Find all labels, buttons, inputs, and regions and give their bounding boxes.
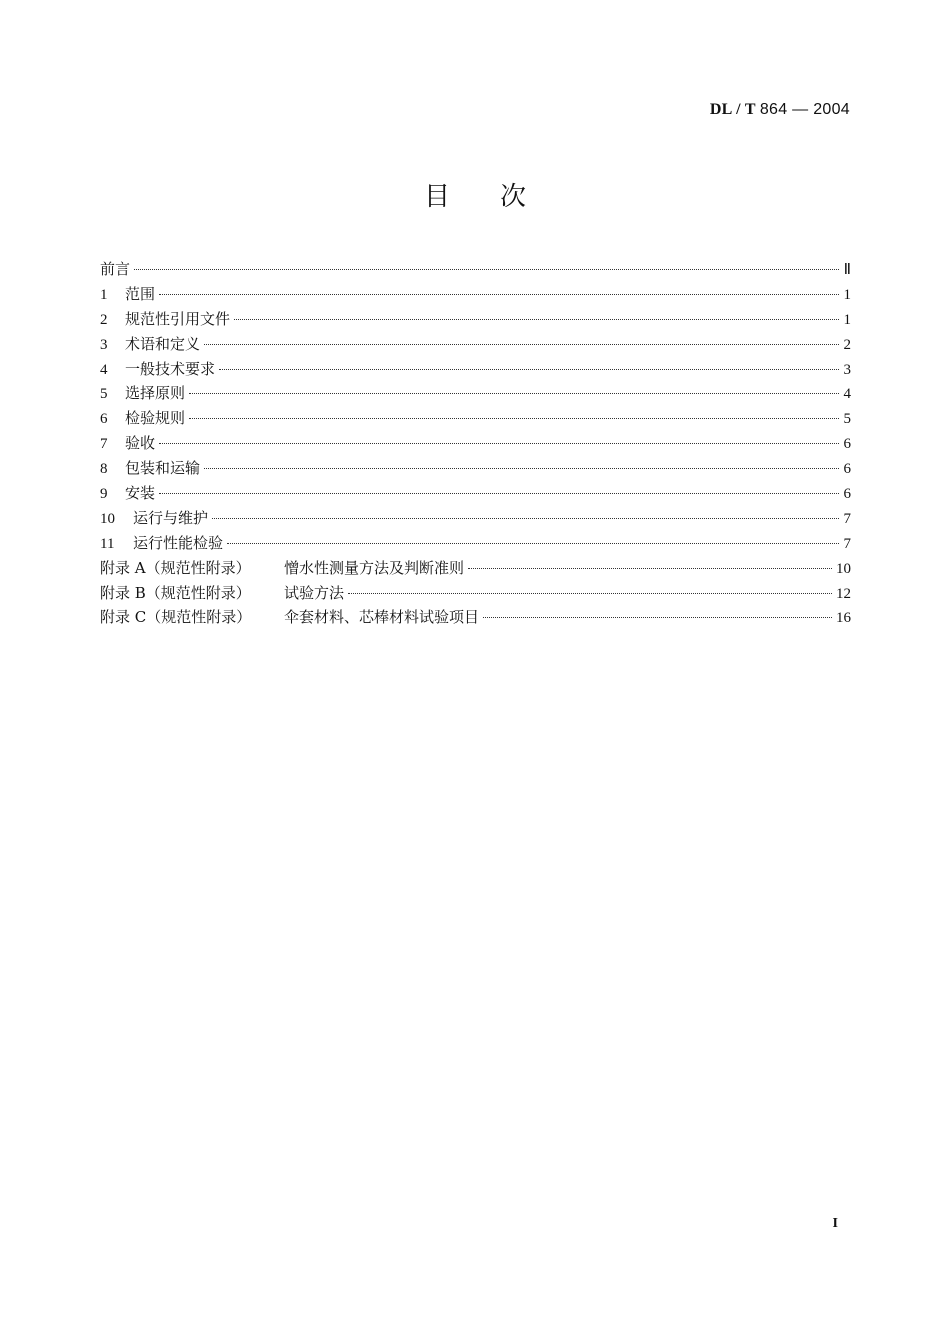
toc-entry-title: 术语和定义	[125, 334, 201, 353]
toc-entry-title: 安装	[125, 484, 156, 503]
toc-entry-title: 运行性能检验	[133, 533, 224, 552]
toc-entry-title: 前言	[100, 260, 131, 278]
toc-entry[interactable]	[100, 456, 851, 481]
toc-entry-page: 6	[843, 436, 851, 453]
toc-entry-page: 5	[843, 411, 851, 428]
toc-dot-leader	[212, 518, 839, 519]
page-number: I	[832, 1216, 838, 1231]
toc-entry-number: 8	[100, 461, 108, 478]
toc-entry-number: 1	[100, 286, 108, 303]
toc-entry-title: 包装和运输	[125, 459, 201, 478]
toc-entry-title: 范围	[125, 284, 156, 303]
toc-entry-page: 1	[843, 286, 851, 303]
toc-dot-leader	[159, 294, 839, 295]
toc-entry-page: 4	[843, 386, 851, 403]
toc-entry[interactable]	[100, 332, 851, 357]
toc-entry-annex-label: 附录 C（规范性附录）	[100, 608, 252, 627]
toc-entry-page: 16	[836, 610, 851, 627]
toc-entry-title: 选择原则	[125, 384, 186, 403]
page-title: 目次	[423, 182, 576, 212]
toc-entry[interactable]	[100, 581, 851, 606]
toc-entry-title: 规范性引用文件	[125, 309, 231, 328]
toc-entry-number: 3	[100, 336, 108, 353]
toc-entry-page: 10	[836, 560, 851, 577]
standard-code	[710, 101, 850, 119]
toc-entry-number: 10	[100, 510, 115, 527]
toc-entry-title: 验收	[125, 434, 156, 453]
toc-entry-page: 6	[843, 486, 851, 503]
toc-dot-leader	[234, 319, 839, 320]
toc-entry-page: 12	[836, 585, 851, 602]
toc-entry-page: 7	[843, 510, 851, 527]
toc-entry[interactable]	[100, 357, 851, 382]
toc-entry[interactable]	[100, 605, 851, 630]
toc-dot-leader	[348, 593, 832, 594]
standard-code-prefix: DL / T	[709, 101, 760, 118]
toc-entry[interactable]	[100, 282, 851, 307]
toc-entry-page: 2	[843, 336, 851, 353]
toc-dot-leader	[204, 468, 839, 469]
toc-dot-leader	[483, 617, 832, 618]
toc-entry-title: 检验规则	[125, 409, 186, 428]
toc-entry[interactable]	[100, 381, 851, 406]
toc-entry-title: 憎水性测量方法及判断准则	[284, 558, 465, 577]
toc-entry-title: 试验方法	[284, 583, 345, 602]
toc-entry[interactable]	[100, 406, 851, 431]
toc-entry-number: 11	[100, 535, 115, 552]
toc-entry[interactable]	[100, 307, 851, 332]
toc-dot-leader	[204, 344, 839, 345]
toc-entry-page: 3	[843, 361, 851, 378]
toc-entry-number: 6	[100, 411, 108, 428]
toc-dot-leader	[134, 269, 839, 270]
toc-entry-annex-label: 附录 A（规范性附录）	[100, 558, 251, 577]
toc-entry[interactable]	[100, 431, 851, 456]
toc-entry-number: 7	[100, 436, 108, 453]
toc-entry-title: 一般技术要求	[125, 359, 216, 378]
toc-entry-title: 运行与维护	[133, 508, 209, 527]
toc-entry-number: 4	[100, 361, 108, 378]
toc-entry-page: 6	[843, 461, 851, 478]
toc-entry[interactable]	[100, 556, 851, 581]
toc-entry-number: 5	[100, 386, 108, 403]
toc-entry-annex-label: 附录 B（规范性附录）	[100, 583, 251, 602]
toc-dot-leader	[159, 493, 839, 494]
toc-entry-number: 9	[100, 486, 108, 503]
toc-entry[interactable]	[100, 531, 851, 556]
standard-code-number: 864 — 2004	[759, 101, 850, 118]
toc-entry-page: 7	[843, 535, 851, 552]
toc-entry-number: 2	[100, 311, 108, 328]
toc-dot-leader	[189, 393, 839, 394]
toc-dot-leader	[159, 443, 839, 444]
toc-entry[interactable]	[100, 506, 851, 531]
toc-entry-title: 伞套材料、芯棒材料试验项目	[284, 608, 480, 627]
toc-dot-leader	[227, 543, 839, 544]
toc-entry-page: 1	[843, 311, 851, 328]
toc-dot-leader	[219, 369, 839, 370]
toc-entry[interactable]	[100, 481, 851, 506]
toc-dot-leader	[189, 418, 839, 419]
toc-dot-leader	[468, 568, 832, 569]
table-of-contents	[100, 257, 851, 630]
toc-entry[interactable]	[100, 257, 851, 282]
toc-entry-page: Ⅱ	[843, 262, 851, 278]
